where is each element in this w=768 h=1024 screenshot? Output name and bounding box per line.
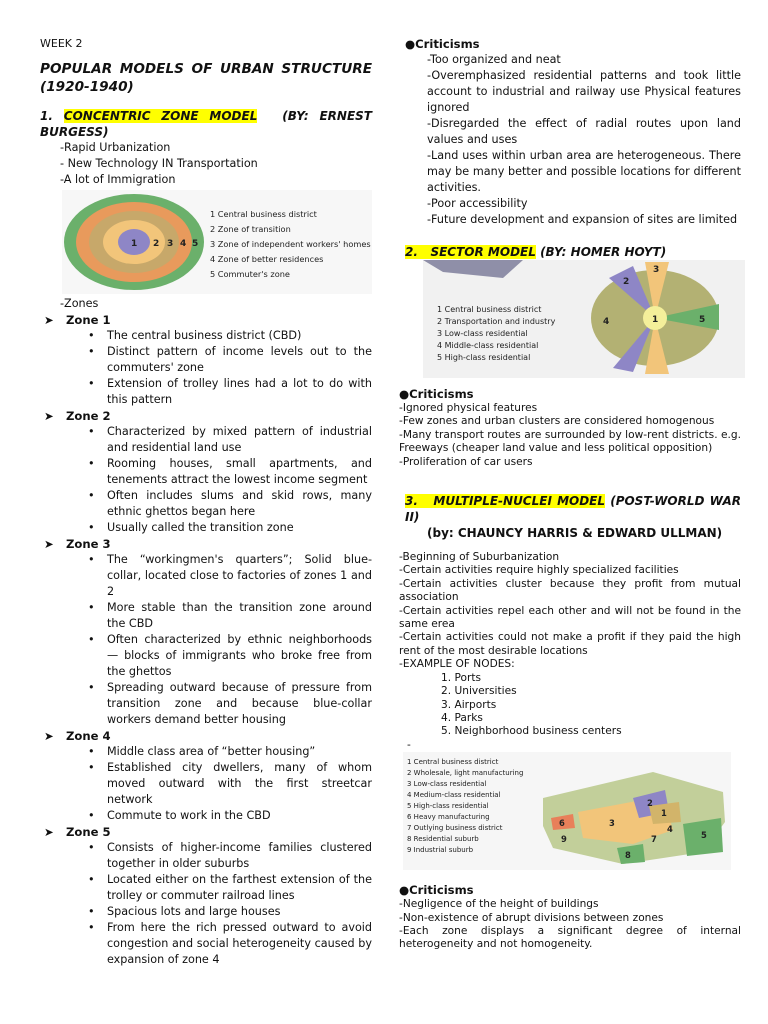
criticism-item: -Disregarded the effect of radial routes upon land values and uses xyxy=(427,117,741,146)
point-item: -Certain activities require highly specialized facilities xyxy=(399,564,679,577)
multi-era: (POST-WORLD WAR II) xyxy=(405,494,741,525)
multi-author: (by: CHAUNCY HARRIS & EDWARD ULLMAN) xyxy=(427,526,723,541)
sector-title: SECTOR MODEL xyxy=(430,245,536,259)
list-item: • More stable than the transition zone around the CBD xyxy=(88,600,372,632)
list-item: • Usually called the transition zone xyxy=(88,520,372,536)
nuclei-label: 9 xyxy=(561,834,567,845)
criticisms-list xyxy=(427,52,741,228)
multi-points xyxy=(399,551,741,672)
sector-author: (BY: HOMER HOYT) xyxy=(540,245,667,259)
point-item: -Certain activities could not make a profit if they paid the high rent of the most desirable locations xyxy=(399,631,741,657)
criticisms-heading: ●Criticisms xyxy=(399,883,474,898)
zone-name: Zone 1 xyxy=(66,313,111,327)
page-title: POPULAR MODELS OF URBAN STRUCTURE (1920-1940) xyxy=(40,61,372,95)
legend-item: 1 Central business district xyxy=(407,758,499,767)
point-item: -Certain activities repel each other and will not be found in the same erea xyxy=(399,604,741,631)
zone-heading: ➤ Zone 3 xyxy=(44,537,111,551)
list-item: • Often characterized by ethnic neighborhoods — blocks of immigrants who broke free from the ghettos xyxy=(88,632,372,680)
nuclei-label: 1 xyxy=(661,808,667,819)
node-item: 4. Parks xyxy=(441,711,483,724)
concentric-heading xyxy=(40,108,372,140)
ring-label-3: 3 xyxy=(167,239,174,249)
node-item: 5. Neighborhood business centers xyxy=(441,725,622,738)
concentric-zone-figure xyxy=(62,190,392,294)
criticism-item: -Land uses within urban area are heterogeneous. There may be many better and possible locations for different activities. xyxy=(427,149,741,194)
zone-3-items xyxy=(88,552,372,728)
legend-item: 2 Zone of transition xyxy=(210,224,291,234)
section-number: 1. xyxy=(40,109,53,123)
legend-item: 2 Wholesale, light manufacturing xyxy=(407,769,524,778)
sector-label: 1 xyxy=(652,315,659,325)
zones-label: -Zones xyxy=(60,297,99,310)
criticism-item: -Too organized and neat xyxy=(427,53,561,66)
section-number: 3. xyxy=(405,494,418,509)
legend-item: 4 Middle-class residential xyxy=(437,341,539,350)
sector-label: 2 xyxy=(623,277,630,287)
criticisms-2-block xyxy=(399,386,741,469)
criticisms-heading: ●Criticisms xyxy=(405,37,480,51)
cause-item: -Rapid Urbanization xyxy=(60,141,171,154)
legend-item: 4 Medium-class residential xyxy=(407,791,501,800)
legend-item: 5 High-class residential xyxy=(407,802,489,811)
sector-label: 4 xyxy=(603,317,610,327)
zone-list xyxy=(40,312,372,968)
nuclei-label: 3 xyxy=(609,818,615,829)
point-item: -Certain activities cluster because they profit from mutual association xyxy=(399,577,741,604)
zone-heading: ➤ Zone 1 xyxy=(44,313,111,327)
cause-item: -A lot of Immigration xyxy=(60,173,176,186)
nuclei-label: 7 xyxy=(651,834,657,845)
legend-item: 4 Zone of better residences xyxy=(210,254,324,264)
list-item: • Located either on the farthest extension of the trolley or commuter railroad lines xyxy=(88,872,372,904)
criticism-item: -Many transport routes are surrounded by low-rent districts. e.g. Freeways (cheaper land value and less political opposition) xyxy=(399,428,741,455)
criticism-item: -Each zone displays a significant degree of internal heterogeneity and not homogeneity. xyxy=(399,924,741,951)
nuclei-label: 5 xyxy=(701,830,707,841)
criticism-item: -Few zones and urban clusters are considered homogenous xyxy=(399,415,715,428)
nodes-list xyxy=(441,672,741,739)
node-item: 2. Universities xyxy=(441,685,517,698)
criticisms-3-block xyxy=(399,882,741,952)
concentric-author: (BY: ERNEST BURGESS) xyxy=(40,109,372,139)
multi-title: MULTIPLE-NUCLEI MODEL xyxy=(433,494,606,509)
nuclei-label: 8 xyxy=(625,850,631,861)
ring-label-4: 4 xyxy=(180,239,187,249)
legend-item: 8 Residential suburb xyxy=(407,835,479,844)
criticisms-list xyxy=(399,898,741,952)
zone-name: Zone 4 xyxy=(66,729,111,743)
node-item: 3. Airports xyxy=(441,698,497,711)
zone-name: Zone 3 xyxy=(66,537,111,551)
criticism-item: -Poor accessibility xyxy=(427,197,528,210)
legend-item: 2 Transportation and industry xyxy=(437,317,556,326)
list-item: • The “workingmen's quarters”; Solid blue-collar, located close to factories of zones 1 and 2 xyxy=(88,552,372,600)
list-item: • Distinct pattern of income levels out to the commuters' zone xyxy=(88,344,372,376)
sector-label: 3 xyxy=(653,265,660,275)
criticism-item: -Non-existence of abrupt divisions between zones xyxy=(399,911,664,924)
legend-item: 1 Central business district xyxy=(210,209,317,219)
legend-item: 5 High-class residential xyxy=(437,353,531,362)
criticism-item: -Ignored physical features xyxy=(399,402,538,414)
concentric-causes xyxy=(60,140,372,188)
point-item: -Beginning of Suburbanization xyxy=(399,551,560,564)
legend-item: 7 Outlying business district xyxy=(407,824,503,833)
list-item: • Extension of trolley lines had a lot to do with this pattern xyxy=(88,376,372,408)
point-item: -EXAMPLE OF NODES: xyxy=(399,658,515,671)
criticisms-list xyxy=(399,402,741,469)
legend-item: 5 Commuter's zone xyxy=(210,269,290,279)
right-column xyxy=(399,36,741,952)
list-item: • Often includes slums and skid rows, many ethnic ghettos began here xyxy=(88,488,372,520)
zone-4-items xyxy=(88,744,372,824)
zone-name: Zone 5 xyxy=(66,825,111,839)
dash-mark: - xyxy=(407,738,411,751)
nuclei-label: 2 xyxy=(647,798,653,809)
legend-item: 3 Low-class residential xyxy=(407,780,487,789)
list-item: • The central business district (CBD) xyxy=(88,328,372,344)
list-item: • Middle class area of “better housing” xyxy=(88,744,372,760)
left-column xyxy=(40,36,372,968)
multi-heading xyxy=(405,493,741,525)
nuclei-label: 6 xyxy=(559,818,565,829)
legend-item: 9 Industrial suburb xyxy=(407,846,474,855)
nuclei-label: 4 xyxy=(667,824,673,835)
legend-item: 1 Central business district xyxy=(437,305,542,314)
zone-5-items xyxy=(88,840,372,968)
zone-1-items xyxy=(88,328,372,408)
criticisms-heading: ●Criticisms xyxy=(399,387,474,401)
zone-name: Zone 2 xyxy=(66,409,111,423)
list-item: • Spacious lots and large houses xyxy=(88,904,372,920)
criticism-item: -Overemphasized residential patterns and took little account to industrial and railway use Physical features ignored xyxy=(427,69,741,114)
list-item: • Rooming houses, small apartments, and tenements attract the lowest income segment xyxy=(88,456,372,488)
criticism-item: -Future development and expansion of sites are limited xyxy=(427,213,738,226)
legend-item: 6 Heavy manufacturing xyxy=(407,813,490,822)
zone-heading: ➤ Zone 5 xyxy=(44,825,111,839)
legend-item: 3 Zone of independent workers' homes xyxy=(210,239,371,249)
multiple-nuclei-figure xyxy=(403,752,731,870)
section-number: 2. xyxy=(405,245,418,259)
node-item: 1. Ports xyxy=(441,671,481,684)
sector-heading xyxy=(405,244,741,260)
cause-item: - New Technology IN Transportation xyxy=(60,157,258,170)
ring-label-5: 5 xyxy=(192,239,199,249)
sector-label: 5 xyxy=(699,315,706,325)
zone-heading: ➤ Zone 2 xyxy=(44,409,111,423)
list-item: • Consists of higher-income families clustered together in older suburbs xyxy=(88,840,372,872)
list-item: • Spreading outward because of pressure from transition zone and because blue-collar workers demand better housing xyxy=(88,680,372,728)
zone-2-items xyxy=(88,424,372,536)
ring-label-2: 2 xyxy=(153,239,160,249)
concentric-title: CONCENTRIC ZONE MODEL xyxy=(63,109,258,123)
list-item: • Commute to work in the CBD xyxy=(88,808,372,824)
ring-label-1: 1 xyxy=(131,239,138,249)
criticism-item: -Proliferation of car users xyxy=(399,455,533,468)
legend-item: 3 Low-class residential xyxy=(437,329,528,338)
criticism-item: -Negligence of the height of buildings xyxy=(399,898,599,911)
week-label: WEEK 2 xyxy=(40,37,83,50)
list-item: • Characterized by mixed pattern of industrial and residential land use xyxy=(88,424,372,456)
list-item: • From here the rich pressed outward to avoid congestion and social heterogeneity caused by expansion of zone 4 xyxy=(88,920,372,968)
zone-heading: ➤ Zone 4 xyxy=(44,729,111,743)
sector-model-figure xyxy=(423,260,745,378)
list-item: • Established city dwellers, many of whom moved outward with the first streetcar network xyxy=(88,760,372,808)
